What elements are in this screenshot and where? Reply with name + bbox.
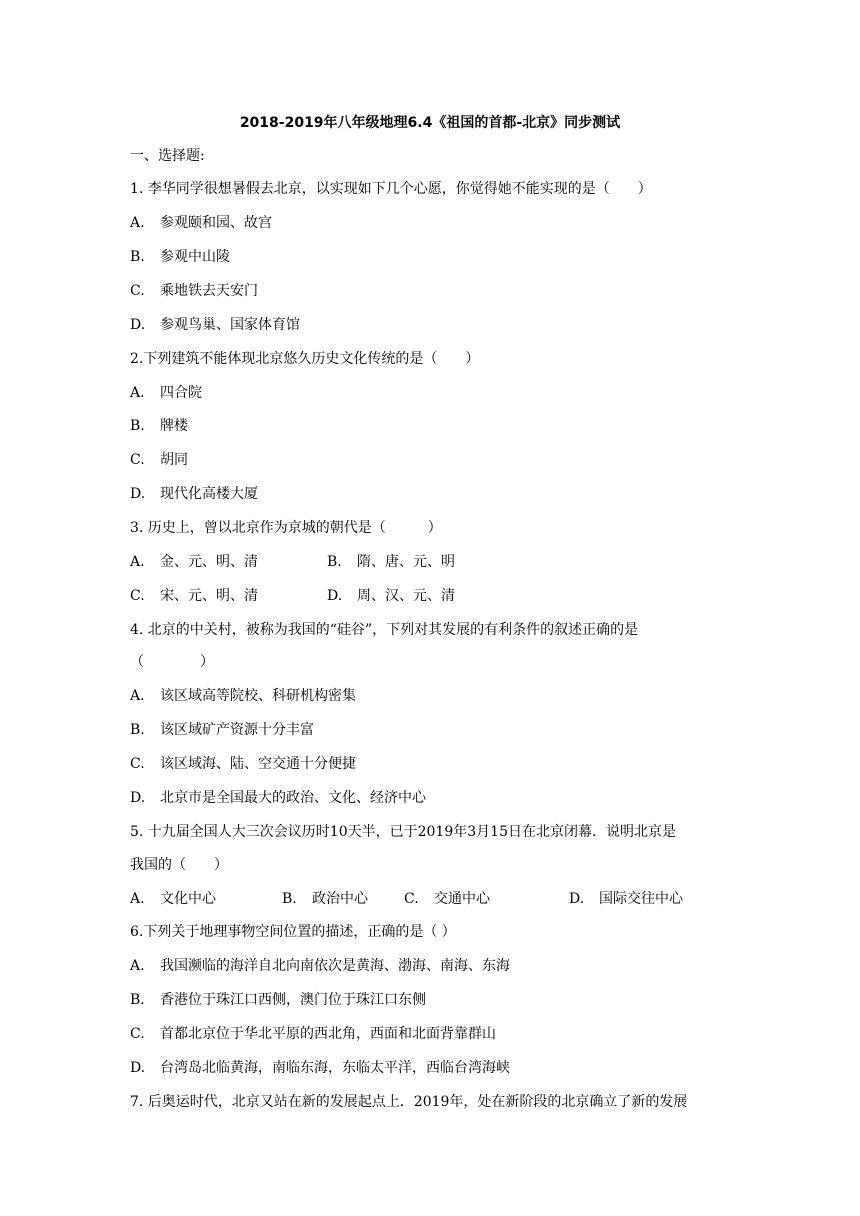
question-4-stem-line-1: 4. 北京的中关村，被称为我国的“硅谷”，下列对其发展的有利条件的叙述正确的是 — [130, 622, 639, 638]
option-letter: C. — [130, 756, 145, 772]
option-letter: D. — [327, 588, 343, 604]
option-text: 政治中心 — [312, 891, 368, 907]
question-1-stem: 1. 李华同学很想暑假去北京，以实现如下几个心愿，你觉得她不能实现的是（ ） — [130, 181, 652, 197]
option-text: 周、汉、元、清 — [357, 588, 455, 604]
option-text: 隋、唐、元、明 — [357, 554, 455, 570]
question-4-stem-line-2: （ ） — [130, 654, 214, 670]
option-letter: A. — [130, 385, 145, 401]
question-1-option-c — [130, 280, 258, 302]
question-1-option-d — [130, 314, 300, 336]
question-2-option-d — [130, 483, 258, 505]
option-letter: D. — [130, 317, 146, 333]
option-text: 该区域矿产资源十分丰富 — [160, 722, 314, 738]
option-text: 台湾岛北临黄海，南临东海，东临太平洋，西临台湾海峡 — [160, 1060, 510, 1076]
option-text: 北京市是全国最大的政治、文化、经济中心 — [160, 790, 426, 806]
option-letter: D. — [569, 891, 585, 907]
option-letter: B. — [327, 554, 342, 570]
option-text: 金、元、明、清 — [160, 554, 258, 570]
question-3-option-d — [327, 585, 455, 607]
question-5-option-a — [130, 888, 216, 910]
option-text: 首都北京位于华北平原的西北角，西面和北面背靠群山 — [160, 1026, 496, 1042]
option-text: 交通中心 — [434, 891, 490, 907]
question-6-stem: 6.下列关于地理事物空间位置的描述，正确的是（ ） — [130, 924, 456, 940]
option-text: 现代化高楼大厦 — [160, 486, 258, 502]
option-letter: A. — [130, 215, 145, 231]
option-letter: B. — [130, 418, 145, 434]
option-text: 参观颐和园、故宫 — [160, 215, 272, 231]
option-text: 牌楼 — [160, 418, 188, 434]
question-3-option-b — [327, 551, 455, 573]
question-5-option-d — [569, 888, 683, 910]
option-letter: C. — [130, 588, 145, 604]
question-2-option-b — [130, 415, 188, 437]
option-letter: C. — [130, 283, 145, 299]
option-text: 文化中心 — [160, 891, 216, 907]
option-text: 参观鸟巢、国家体育馆 — [160, 317, 300, 333]
question-2-option-c — [130, 449, 188, 471]
option-letter: C. — [130, 1026, 145, 1042]
question-4-option-d — [130, 787, 426, 809]
option-letter: D. — [130, 790, 146, 806]
question-4-option-c — [130, 753, 356, 775]
question-6-option-c — [130, 1023, 496, 1045]
option-letter: C. — [130, 452, 145, 468]
section-heading: 一、选择题: — [130, 148, 205, 164]
question-3-option-a — [130, 551, 258, 573]
option-letter: A. — [130, 554, 145, 570]
question-5-option-c — [404, 888, 490, 910]
question-3-option-c — [130, 585, 258, 607]
question-5-stem-line-1: 5. 十九届全国人大三次会议历时10天半，已于2019年3月15日在北京闭幕．说明北京是 — [130, 824, 676, 840]
question-4-option-b — [130, 719, 314, 741]
document-title: 2018-2019年八年级地理6.4《祖国的首都-北京》同步测试 — [239, 115, 621, 131]
option-text: 宋、元、明、清 — [160, 588, 258, 604]
option-letter: A. — [130, 958, 145, 974]
question-3-stem: 3. 历史上，曾以北京作为京城的朝代是（ ） — [130, 520, 442, 536]
question-6-option-d — [130, 1057, 510, 1079]
option-letter: A. — [130, 688, 145, 704]
question-1-option-a — [130, 212, 272, 234]
option-letter: B. — [130, 249, 145, 265]
question-7-stem-line-1: 7. 后奥运时代，北京又站在新的发展起点上．2019年，处在新阶段的北京确立了新的发展 — [130, 1094, 688, 1110]
option-letter: A. — [130, 891, 145, 907]
option-text: 该区域海、陆、空交通十分便捷 — [160, 756, 356, 772]
option-text: 我国濒临的海洋自北向南依次是黄海、渤海、南海、东海 — [160, 958, 510, 974]
question-4-option-a — [130, 685, 356, 707]
option-letter: C. — [404, 891, 419, 907]
option-text: 该区域高等院校、科研机构密集 — [160, 688, 356, 704]
option-text: 国际交往中心 — [599, 891, 683, 907]
option-letter: B. — [130, 722, 145, 738]
question-6-option-a — [130, 955, 510, 977]
question-2-option-a — [130, 382, 202, 404]
question-2-stem: 2.下列建筑不能体现北京悠久历史文化传统的是（ ） — [130, 351, 480, 367]
option-text: 四合院 — [160, 385, 202, 401]
question-5-stem-line-2: 我国的（ ） — [130, 857, 228, 873]
option-text: 乘地铁去天安门 — [160, 283, 258, 299]
option-letter: B. — [130, 992, 145, 1008]
question-6-option-b — [130, 989, 426, 1011]
question-1-option-b — [130, 246, 230, 268]
option-text: 胡同 — [160, 452, 188, 468]
option-text: 香港位于珠江口西侧，澳门位于珠江口东侧 — [160, 992, 426, 1008]
question-5-option-b — [282, 888, 368, 910]
option-letter: D. — [130, 486, 146, 502]
option-text: 参观中山陵 — [160, 249, 230, 265]
option-letter: D. — [130, 1060, 146, 1076]
option-letter: B. — [282, 891, 297, 907]
